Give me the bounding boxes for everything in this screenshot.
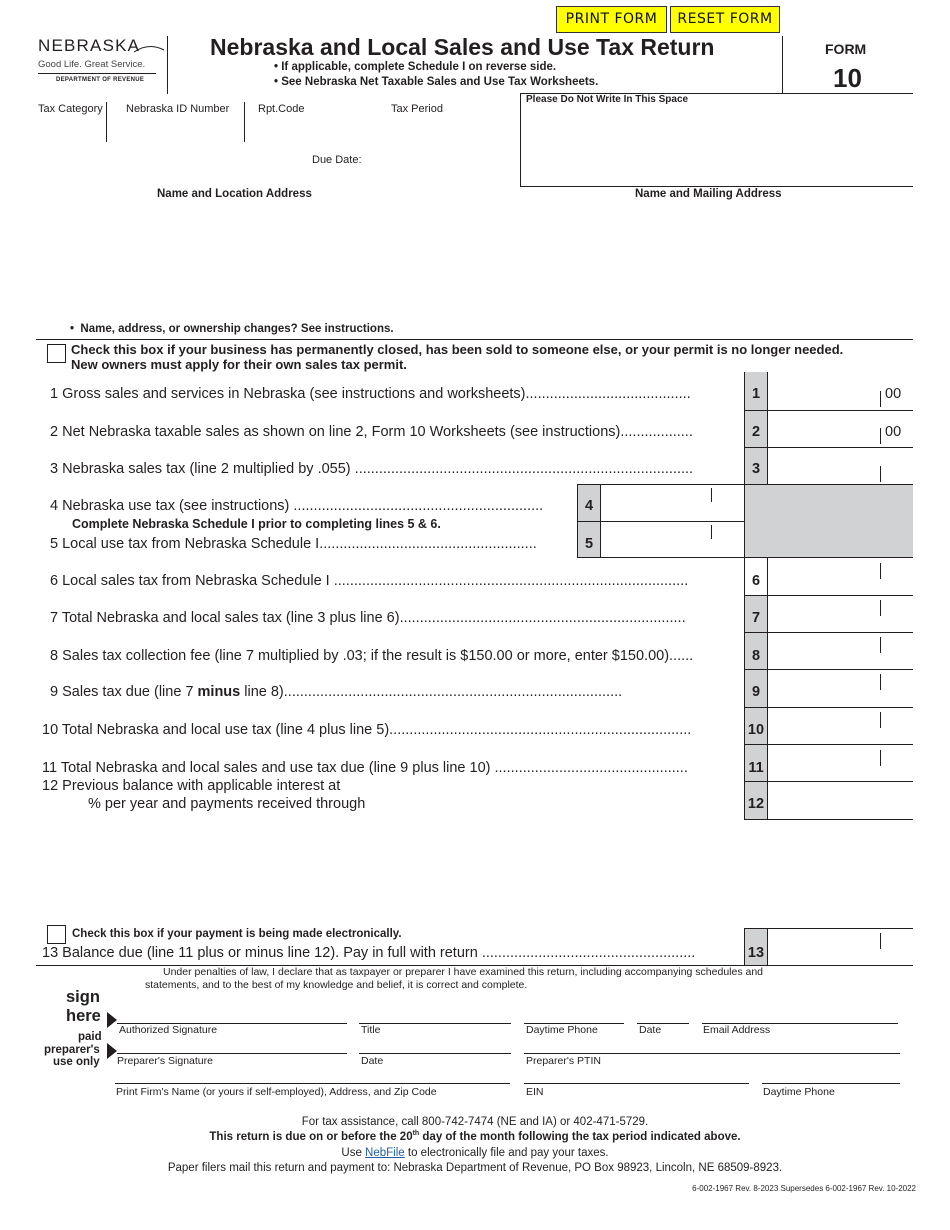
line-11-label: 11 Total Nebraska and local sales and use tax due (line 9 plus line 10) ................................................ [42, 760, 688, 776]
line-2-number: 2 [751, 424, 761, 440]
preparer-ptin-label: Preparer's PTIN [526, 1055, 601, 1067]
name-mailing-label: Name and Mailing Address [635, 188, 782, 200]
reset-form-button[interactable]: RESET FORM [670, 6, 780, 33]
line-5-input[interactable] [601, 522, 744, 557]
line-12-label-1: 12 Previous balance with applicable interest at [42, 778, 341, 794]
form-title: Nebraska and Local Sales and Use Tax Return [210, 34, 715, 60]
title-label: Title [361, 1024, 381, 1036]
line-8-number: 8 [751, 648, 761, 664]
preparer-signature-field[interactable] [117, 1034, 347, 1054]
logo-swoosh-icon [134, 44, 164, 54]
line-2-label: 2 Net Nebraska taxable sales as shown on line 2, Form 10 Worksheets (see instructions).................. [50, 424, 693, 440]
footer-due-notice: This return is due on or before the 20th day of the month following the tax period indicated above. [209, 1130, 741, 1143]
electronic-payment-checkbox[interactable] [47, 925, 66, 944]
date-field[interactable] [637, 1003, 689, 1023]
line-10-number: 10 [747, 722, 765, 738]
ein-field[interactable] [524, 1064, 749, 1084]
preparers-label: preparer's [44, 1044, 100, 1056]
line-9-number: 9 [751, 684, 761, 700]
line-13-number: 13 [747, 945, 765, 961]
preparer-arrow-icon [107, 1043, 117, 1059]
footer-mail: Paper filers mail this return and payment to: Nebraska Department of Revenue, PO Box 98923, Lincoln, NE 68509-8923. [167, 1162, 783, 1174]
here-label: here [66, 1007, 101, 1025]
sign-here-arrow-icon [107, 1012, 117, 1028]
line-4-label: 4 Nebraska use tax (see instructions) .............................................................. [50, 498, 544, 514]
address-change-text: Name, address, or ownership changes? See instructions. [80, 323, 394, 335]
line-7-input[interactable] [768, 596, 913, 633]
business-closed-checkbox[interactable] [47, 344, 66, 363]
nebraska-id-label: Nebraska ID Number [126, 103, 230, 115]
line-6-number: 6 [751, 573, 761, 589]
preparer-signature-label: Preparer's Signature [117, 1055, 213, 1067]
name-location-label: Name and Location Address [157, 188, 312, 200]
do-not-write-label: Please Do Not Write In This Space [526, 94, 689, 105]
use-only-label: use only [53, 1056, 100, 1068]
firm-phone-field[interactable] [762, 1064, 900, 1084]
firm-name-field[interactable] [115, 1064, 510, 1084]
form-number: 10 [833, 63, 862, 93]
line-5-number: 5 [584, 536, 594, 552]
line-1-label: 1 Gross sales and services in Nebraska (see instructions and worksheets)......................................... [50, 386, 691, 402]
preparer-ptin-field[interactable] [524, 1034, 900, 1054]
business-closed-text-2: New owners must apply for their own sales tax permit. [71, 357, 407, 372]
title-field[interactable] [359, 1003, 511, 1023]
instruction-bullet-1: • If applicable, complete Schedule I on reverse side. [274, 61, 557, 73]
footer-nebfile: Use NebFile to electronically file and pay your taxes. [341, 1147, 609, 1159]
line-6-label: 6 Local sales tax from Nebraska Schedule I ........................................................................................ [50, 573, 689, 589]
declaration-line-1: Under penalties of law, I declare that as taxpayer or preparer I have examined this return, including accompanying schedules and [163, 966, 764, 978]
line-10-input[interactable] [768, 708, 913, 745]
ein-label: EIN [526, 1086, 544, 1098]
firm-phone-label: Daytime Phone [763, 1086, 835, 1098]
instruction-bullet-2: • See Nebraska Net Taxable Sales and Use Tax Worksheets. [274, 76, 599, 88]
line-12-label-2: % per year and payments received through [88, 796, 366, 812]
authorized-signature-label: Authorized Signature [119, 1024, 218, 1036]
line-7-number: 7 [751, 610, 761, 626]
line-5-label: 5 Local use tax from Nebraska Schedule I...................................................... [50, 536, 537, 552]
schedule-note: Complete Nebraska Schedule I prior to completing lines 5 & 6. [72, 517, 441, 531]
line-8-input[interactable] [768, 633, 913, 670]
daytime-phone-label: Daytime Phone [526, 1024, 598, 1036]
line-13-label: 13 Balance due (line 11 plus or minus line 12). Pay in full with return ..................................................... [42, 945, 696, 961]
business-closed-text-1: Check this box if your business has permanently closed, has been sold to someone else, or your permit is no longer needed. [71, 342, 844, 357]
logo-tagline: Good Life. Great Service. [38, 59, 146, 70]
nebraska-logo [38, 36, 166, 92]
sign-label: sign [66, 988, 100, 1006]
line-1-number: 1 [751, 386, 761, 402]
footer-assistance: For tax assistance, call 800-742-7474 (NE and IA) or 402-471-5729. [301, 1116, 649, 1128]
bullet-1-text: If applicable, complete Schedule I on reverse side. [281, 61, 557, 73]
line-9-input[interactable] [768, 670, 913, 707]
line-8-label: 8 Sales tax collection fee (line 7 multiplied by .03; if the result is $150.00 or more, enter $150.00)...... [50, 648, 694, 664]
line-6-input[interactable] [768, 558, 913, 595]
declaration-line-2: statements, and to the best of my knowledge and belief, it is correct and complete. [145, 979, 528, 991]
line-1-cents: 00 [885, 386, 902, 402]
tax-category-label: Tax Category [38, 103, 103, 115]
line-7-label: 7 Total Nebraska and local sales tax (line 3 plus line 6)....................................................................... [50, 610, 686, 626]
bullet-2-text: See Nebraska Net Taxable Sales and Use Tax Worksheets. [281, 76, 599, 88]
nebfile-link[interactable]: NebFile [365, 1147, 405, 1159]
due-date-label: Due Date: [312, 154, 362, 166]
line-11-input[interactable] [768, 745, 913, 781]
line-12-number: 12 [747, 796, 765, 812]
address-change-notice: • Name, address, or ownership changes? See instructions. [70, 323, 394, 335]
authorized-signature-field[interactable] [117, 1003, 347, 1023]
electronic-payment-text: Check this box if your payment is being made electronically. [72, 928, 402, 940]
daytime-phone-field[interactable] [524, 1003, 624, 1023]
line-3-label: 3 Nebraska sales tax (line 2 multiplied by .055) .................................................................................... [50, 461, 694, 477]
line-4-number: 4 [584, 498, 594, 514]
line-12-input[interactable] [768, 782, 913, 819]
line-3-number: 3 [751, 461, 761, 477]
revision-number: 6-002-1967 Rev. 8-2023 Supersedes 6-002-1967 Rev. 10-2022 [692, 1184, 916, 1193]
email-label: Email Address [703, 1024, 771, 1036]
rpt-code-label: Rpt.Code [258, 103, 305, 115]
preparer-date-label: Date [361, 1055, 384, 1067]
line-11-number: 11 [748, 760, 764, 776]
line-4-input[interactable] [601, 485, 744, 521]
form-label: FORM [825, 41, 867, 57]
line-3-input[interactable] [768, 448, 913, 485]
email-field[interactable] [702, 1003, 898, 1023]
preparer-date-field[interactable] [359, 1034, 511, 1054]
firm-name-label: Print Firm's Name (or yours if self-employed), Address, and Zip Code [116, 1086, 437, 1098]
date-label: Date [639, 1024, 662, 1036]
logo-dept: DEPARTMENT OF REVENUE [56, 77, 145, 83]
print-form-button[interactable]: PRINT FORM [556, 6, 667, 33]
line-2-cents: 00 [885, 424, 902, 440]
line-13-input[interactable] [768, 929, 913, 965]
tax-period-label: Tax Period [391, 103, 443, 115]
line-9-label: 9 Sales tax due (line 7 minus line 8).................................................................................... [50, 684, 623, 700]
line-10-label: 10 Total Nebraska and local use tax (line 4 plus line 5)........................................................................... [42, 722, 692, 738]
paid-label: paid [78, 1031, 102, 1043]
logo-name: NEBRASKA [38, 36, 141, 55]
